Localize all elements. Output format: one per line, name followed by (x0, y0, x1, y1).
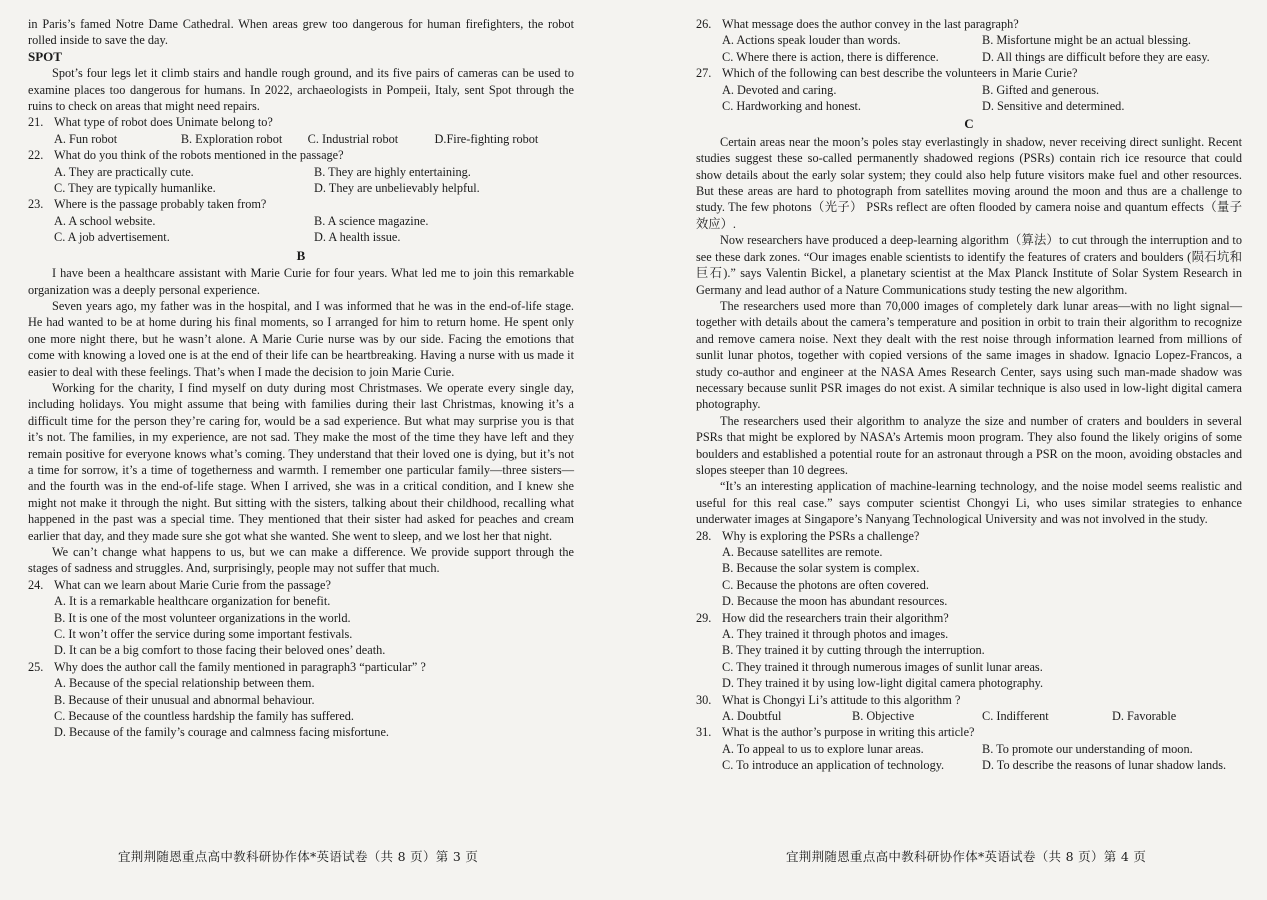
option-d: D. A health issue. (314, 230, 401, 245)
option-c: C. A job advertisement. (54, 230, 170, 245)
option-d: D. To describe the reasons of lunar shadow lands. (982, 758, 1227, 773)
option-c: C. It won’t offer the service during some important festivals. (54, 627, 353, 642)
question-29 (696, 610, 1242, 692)
option-a: A. Because satellites are remote. (722, 545, 883, 559)
question-number: 27. (696, 66, 712, 81)
option-c: C. Because the photons are often covered. (722, 577, 929, 592)
question-stem: What is Chongyi Li’s attitude to this algorithm ? (722, 692, 961, 707)
option-d: D. They trained it by using low-light digital camera photography. (722, 676, 1044, 691)
question-number: 29. (696, 610, 712, 625)
option-c: C. To introduce an application of technology. (722, 758, 945, 773)
passage-b-paragraph-3: Working for the charity, I find myself on duty during most Christmases. We operate every single day, including holidays. You might assume that being with families during their last Christmas, knowing it’s a difficult time for the person they’re caring for, would be a sad experience. But what may surprise you is that it’s not. The families, in my experience, are not sad. They make the most of the time they have left and they remain positive for everyone knows what’s coming. They understand that their loved one is dying, but it’s not a time for sorrow, it’s a time of togetherness and warmth. I remember one particular family—three sisters— and the fourth was in the end-of-life stage. When I arrived, she was in a critical condition, and I knew she might not make it through the night. But sitting with the sisters, talking about their childhood, recalling what happened in the past was a special time. They mentioned that their sister had asked for peaches and cream earlier that day, and they made sure she got what she wanted. She went to sleep, and we lost her that night. (28, 380, 574, 543)
passage-c-paragraph-5: “It’s an interesting application of machine-learning technology, and the noise model seems realistic and useful for this real case.” says computer scientist Chongyi Li, who uses similar strategies to enhance underwater images at Singapore’s Nanyang Technological University and was not involved in the study. (696, 479, 1242, 527)
option-c: C. Indifferent (982, 709, 1049, 724)
question-stem: What can we learn about Marie Curie from the passage? (54, 577, 331, 592)
question-27 (696, 65, 1242, 114)
option-c: C. Industrial robot (307, 131, 399, 146)
option-d: D. All things are difficult before they are easy. (982, 49, 1210, 64)
question-number: 24. (28, 577, 44, 592)
option-b: B. Misfortune might be an actual blessing. (982, 33, 1192, 48)
option-b: B. Gifted and generous. (982, 82, 1100, 97)
option-a: A. They are practically cute. (54, 164, 194, 179)
option-b: B. They trained it by cutting through the interruption. (722, 643, 985, 658)
option-d: D. Sensitive and determined. (982, 99, 1125, 114)
option-d: D.Fire-fighting robot (434, 131, 539, 146)
question-stem: How did the researchers train their algorithm? (722, 610, 949, 625)
right-page (696, 16, 1242, 774)
question-stem: Why is exploring the PSRs a challenge? (722, 528, 920, 543)
question-number: 23. (28, 197, 44, 212)
question-24 (28, 577, 574, 659)
section-b-heading: B (296, 247, 306, 263)
question-number: 25. (28, 659, 44, 674)
question-28 (696, 528, 1242, 610)
spot-heading: SPOT (28, 48, 62, 64)
question-stem: Why does the author call the family mentioned in paragraph3 “particular” ? (54, 659, 426, 674)
passage-c-paragraph-2: Now researchers have produced a deep-learning algorithm（算法）to cut through the interruption and to see these dark zones. “Our images enable scientists to identify the features of craters and boulders (陨石坑和巨石).” says Valentin Bickel, a planetary scientist at the Max Planck Institute of Solar System Research in Germany and lead author of a Nature Communications study testing the new algorithm. (696, 233, 1242, 297)
option-b: B. They are highly entertaining. (314, 164, 471, 179)
option-d: D. Because of the family’s courage and calmness facing misfortune. (54, 725, 389, 740)
question-number: 22. (28, 148, 44, 163)
question-stem: What do you think of the robots mentioned in the passage? (54, 148, 344, 163)
left-page (28, 16, 574, 741)
option-b: B. Objective (852, 709, 915, 724)
question-number: 28. (696, 528, 712, 543)
option-a: A. Actions speak louder than words. (722, 33, 901, 48)
option-d: D. They are unbelievably helpful. (314, 181, 480, 196)
option-a: A. Devoted and caring. (722, 82, 837, 97)
intro-paragraph: in Paris’s famed Notre Dame Cathedral. When areas grew too dangerous for human firefighters, the robot rolled inside to save the day. (28, 17, 574, 48)
passage-b-paragraph-1: I have been a healthcare assistant with Marie Curie for four years. What led me to join this remarkable organization was a deeply personal experience. (28, 266, 574, 297)
question-number: 30. (696, 692, 712, 707)
question-30 (696, 692, 1242, 725)
question-23 (28, 196, 574, 245)
option-c: C. They are typically humanlike. (54, 181, 216, 196)
option-b: B. To promote our understanding of moon. (982, 741, 1193, 756)
question-21 (28, 114, 574, 147)
passage-c-paragraph-4: The researchers used their algorithm to analyze the size and number of craters and boulders in several PSRs that might be explored by NASA’s Artemis moon program. They also found the likely origins of some boulders and established a potential route for an astronaut through a PSR on the moon, avoiding obstacles and slopes steeper than 10 degrees. (696, 413, 1242, 477)
option-c: C. They trained it through numerous images of sunlit lunar areas. (722, 659, 1043, 674)
option-a: A. Doubtful (722, 709, 782, 724)
option-c: C. Where there is action, there is difference. (722, 49, 939, 64)
option-b: B. A science magazine. (314, 213, 429, 228)
spot-paragraph: Spot’s four legs let it climb stairs and handle rough ground, and its five pairs of cameras can be used to examine places too dangerous for humans. In 2022, archaeologists in Pompeii, Italy, sent Spot through the ruins to check on areas that might need repairs. (28, 66, 574, 114)
question-25 (28, 659, 574, 741)
option-a: A. Because of the special relationship between them. (54, 676, 315, 691)
question-stem: Where is the passage probably taken from? (54, 197, 267, 212)
question-26 (696, 16, 1242, 65)
question-stem: What is the author’s purpose in writing this article? (722, 725, 975, 740)
option-b: B. It is one of the most volunteer organizations in the world. (54, 610, 351, 625)
option-c: C. Because of the countless hardship the family has suffered. (54, 709, 354, 724)
option-b: B. Because the solar system is complex. (722, 561, 920, 576)
section-c-heading: C (964, 116, 974, 132)
question-number: 21. (28, 115, 44, 130)
option-b: B. Because of their unusual and abnormal behaviour. (54, 692, 315, 707)
option-a: A. A school website. (54, 213, 156, 228)
page-footer-right: 宜荆荆随恩重点高中教科研协作体*英语试卷（共 8 页）第 4 页 (786, 849, 1147, 864)
passage-c-paragraph-1: Certain areas near the moon’s poles stay everlastingly in shadow, never receiving direct sunlight. Recent studies suggest these so-called permanently shadowed regions (PSRs) contain rich ice resource that could show details about the early solar system; they could also help future visitors make fuel and other resources. But these areas are hard to photograph from satellites moving around the moon and thus are a challenge to study. The few photons（光子） PSRs reflect are often flooded by camera noise and quantum effects（量子效应）. (696, 134, 1242, 231)
option-a: A. They trained it through photos and images. (722, 627, 949, 642)
option-d: D. Favorable (1112, 709, 1177, 724)
option-a: A. It is a remarkable healthcare organization for benefit. (54, 594, 331, 609)
question-stem: What type of robot does Unimate belong to? (54, 115, 273, 130)
question-stem: What message does the author convey in the last paragraph? (722, 17, 1019, 31)
option-c: C. Hardworking and honest. (722, 99, 862, 114)
option-a: A. Fun robot (54, 131, 118, 146)
option-d: D. Because the moon has abundant resources. (722, 594, 948, 609)
question-number: 26. (696, 17, 712, 31)
option-d: D. It can be a big comfort to those facing their beloved ones’ death. (54, 643, 386, 658)
passage-b-paragraph-4: We can’t change what happens to us, but we can make a difference. We provide support through the stages of sadness and struggles. And, surprisingly, people may not suffer that much. (28, 545, 574, 576)
option-a: A. To appeal to us to explore lunar areas. (722, 741, 924, 756)
question-stem: Which of the following can best describe the volunteers in Marie Curie? (722, 66, 1078, 81)
option-b: B. Exploration robot (180, 131, 283, 146)
passage-b-paragraph-2: Seven years ago, my father was in the hospital, and I was informed that he was in the end-of-life stage. He had wanted to be at home during his final moments, so I arranged for him to return home. He spent only one more night there, but he wasn’t alone. A Marie Curie nurse was by our side. Facing the emotions that come with knowing a loved one is at the end of their life can be heartbreaking. Having a nurse with us made it easier to deal with these feelings. That’s when I made the decision to join Marie Curie. (28, 298, 574, 379)
question-22 (28, 147, 574, 196)
question-31 (696, 724, 1242, 773)
page-footer-left: 宜荆荆随恩重点高中教科研协作体*英语试卷（共 8 页）第 3 页 (118, 849, 479, 864)
question-number: 31. (696, 725, 712, 740)
passage-c-paragraph-3: The researchers used more than 70,000 images of completely dark lunar areas—with no light signal—together with details about the camera’s temperature and position in orbit to train their algorithm to recognize and remove camera noise. Next they dealt with the rest noise through information learned from millions of sunlit lunar photos, together with copied versions of the same images in shadow. Ignacio Lopez-Francos, a study co-author and engineer at the NASA Ames Research Center, says using such man-made shadow was necessary because sunlit PSR images do not exist. A similar technique is also used in low-light digital camera photography. (696, 298, 1242, 412)
